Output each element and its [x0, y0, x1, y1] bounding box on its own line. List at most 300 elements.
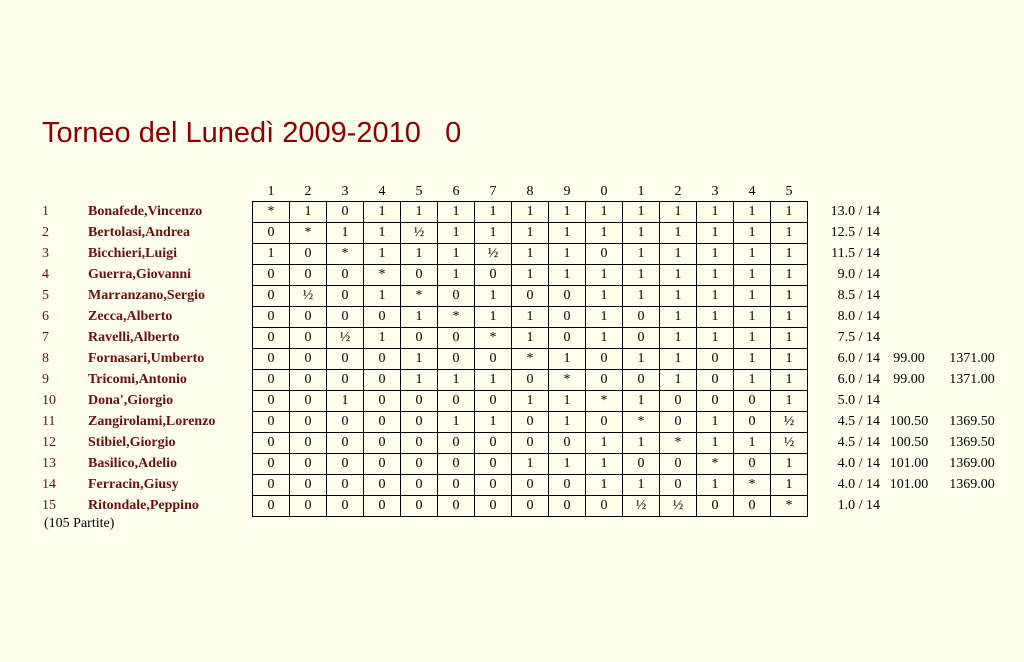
result-cell: 1: [364, 328, 401, 349]
rank-cell: 10: [42, 393, 56, 408]
result-cell: 1: [438, 244, 475, 265]
result-cell: 1: [660, 223, 697, 244]
result-cell: 1: [549, 202, 586, 223]
player-name-cell: Fornasari,Umberto: [88, 351, 205, 366]
tiebreak2-cell: [938, 202, 1006, 223]
table-row: [42, 244, 1006, 265]
header-spacer: [42, 182, 88, 202]
result-cell: 1: [771, 391, 808, 412]
table-row: [42, 496, 1006, 517]
result-cell: 1: [734, 307, 771, 328]
result-cell: 0: [549, 496, 586, 517]
column-header-cell: 5: [415, 183, 423, 199]
column-header-cell: 1: [637, 183, 645, 199]
result-cell: 1: [697, 244, 734, 265]
result-cell: 0: [660, 454, 697, 475]
result-cell: 1: [697, 223, 734, 244]
result-cell: 0: [253, 496, 290, 517]
result-cell: 1: [734, 370, 771, 391]
result-cell: 0: [438, 454, 475, 475]
result-cell: 1: [475, 307, 512, 328]
result-cell: 0: [438, 328, 475, 349]
result-cell: 1: [401, 244, 438, 265]
score-cell: 11.5 / 14: [831, 246, 880, 261]
result-cell: 0: [586, 496, 623, 517]
tiebreak1-cell: 101.00: [889, 477, 929, 492]
score-cell: 5.0 / 14: [837, 393, 880, 408]
result-cell: 0: [327, 433, 364, 454]
result-cell: 0: [623, 454, 660, 475]
result-cell: 0: [512, 370, 549, 391]
result-cell: 1: [586, 454, 623, 475]
result-cell: *: [475, 328, 512, 349]
result-cell: 1: [438, 412, 475, 433]
result-cell: 1: [475, 286, 512, 307]
player-name-cell: Marranzano,Sergio: [88, 288, 206, 303]
score-cell: 6.0 / 14: [837, 372, 880, 387]
result-cell: 1: [771, 202, 808, 223]
result-cell: 0: [401, 475, 438, 496]
tiebreak1-cell: 99.00: [893, 351, 925, 366]
result-cell: 0: [438, 496, 475, 517]
result-cell: 1: [734, 223, 771, 244]
tiebreak2-cell: [938, 496, 1006, 517]
result-cell: 0: [401, 412, 438, 433]
result-cell: *: [290, 223, 327, 244]
score-cell: 12.5 / 14: [830, 225, 880, 240]
result-cell: 1: [512, 223, 549, 244]
result-cell: 0: [290, 412, 327, 433]
result-cell: 0: [586, 244, 623, 265]
result-cell: 0: [549, 328, 586, 349]
tiebreak2-cell: [938, 223, 1006, 244]
tiebreak1-cell: 99.00: [893, 372, 925, 387]
result-cell: 1: [512, 391, 549, 412]
result-cell: 0: [253, 265, 290, 286]
result-cell: 0: [475, 454, 512, 475]
player-name-cell: Ritondale,Peppino: [88, 498, 199, 513]
result-cell: 0: [364, 391, 401, 412]
result-cell: 0: [253, 454, 290, 475]
result-cell: 0: [401, 433, 438, 454]
result-cell: 1: [512, 265, 549, 286]
player-name-cell: Stibiel,Giorgio: [88, 435, 176, 450]
result-cell: 0: [364, 475, 401, 496]
table-row: [42, 223, 1006, 244]
crosstable-rows: [42, 202, 1006, 517]
result-cell: 1: [771, 286, 808, 307]
result-cell: 0: [327, 286, 364, 307]
player-name-cell: Guerra,Giovanni: [88, 267, 192, 282]
result-cell: 0: [697, 349, 734, 370]
result-cell: 0: [290, 391, 327, 412]
result-cell: 0: [475, 349, 512, 370]
result-cell: 0: [290, 475, 327, 496]
player-name-cell: Tricomi,Antonio: [88, 372, 187, 387]
result-cell: 0: [290, 454, 327, 475]
result-cell: 1: [586, 265, 623, 286]
result-cell: 0: [623, 307, 660, 328]
column-header-cell: 7: [489, 183, 497, 199]
result-cell: 0: [253, 286, 290, 307]
result-cell: 0: [438, 286, 475, 307]
column-header-cell: 3: [711, 183, 719, 199]
column-header-cell: 1: [267, 183, 275, 199]
result-cell: 1: [290, 202, 327, 223]
result-cell: 0: [253, 433, 290, 454]
table-row: [42, 349, 1006, 370]
tiebreak2-cell: [938, 307, 1006, 328]
tiebreak1-cell: 100.50: [889, 414, 929, 429]
rank-cell: 8: [42, 351, 49, 366]
result-cell: *: [586, 391, 623, 412]
result-cell: 1: [660, 349, 697, 370]
result-cell: 1: [623, 391, 660, 412]
result-cell: 0: [327, 475, 364, 496]
player-name-cell: Dona',Giorgio: [88, 393, 174, 408]
rank-cell: 12: [42, 435, 56, 450]
rank-cell: 5: [42, 288, 49, 303]
result-cell: 0: [475, 391, 512, 412]
result-cell: 1: [586, 223, 623, 244]
result-cell: 1: [623, 349, 660, 370]
result-cell: 0: [697, 370, 734, 391]
result-cell: 0: [586, 412, 623, 433]
result-cell: 0: [364, 412, 401, 433]
result-cell: 0: [660, 475, 697, 496]
rank-cell: 15: [42, 498, 56, 513]
player-name-cell: Ferracin,Giusy: [88, 477, 179, 492]
score-cell: 13.0 / 14: [830, 204, 880, 219]
result-cell: 0: [512, 412, 549, 433]
result-cell: 0: [364, 307, 401, 328]
tiebreak2-cell: 1369.50: [949, 414, 995, 429]
result-cell: 1: [586, 328, 623, 349]
result-cell: 1: [438, 265, 475, 286]
result-cell: 1: [549, 349, 586, 370]
tiebreak1-cell: [880, 496, 938, 517]
result-cell: 1: [734, 328, 771, 349]
result-cell: 1: [771, 370, 808, 391]
result-cell: 0: [697, 391, 734, 412]
result-cell: 1: [771, 223, 808, 244]
result-cell: 0: [290, 370, 327, 391]
result-cell: 0: [512, 286, 549, 307]
tiebreak1-cell: 101.00: [889, 456, 929, 471]
result-cell: 1: [771, 265, 808, 286]
result-cell: 1: [734, 244, 771, 265]
result-cell: ½: [771, 412, 808, 433]
tiebreak2-cell: [938, 265, 1006, 286]
tiebreak1-cell: [880, 307, 938, 328]
result-cell: 0: [364, 496, 401, 517]
result-cell: 1: [512, 328, 549, 349]
header-spacer: [808, 182, 881, 202]
column-header-cell: 5: [785, 183, 793, 199]
result-cell: 1: [771, 475, 808, 496]
tiebreak1-cell: [880, 286, 938, 307]
score-cell: 8.0 / 14: [837, 309, 880, 324]
result-cell: 0: [438, 349, 475, 370]
result-cell: 1: [697, 307, 734, 328]
result-cell: 1: [438, 223, 475, 244]
tiebreak2-cell: 1371.00: [949, 372, 995, 387]
header-spacer: [880, 182, 938, 202]
result-cell: 1: [771, 349, 808, 370]
result-cell: 1: [549, 265, 586, 286]
result-cell: 1: [771, 307, 808, 328]
score-cell: 7.5 / 14: [837, 330, 880, 345]
result-cell: 1: [475, 370, 512, 391]
tiebreak1-cell: [880, 328, 938, 349]
result-cell: 1: [660, 265, 697, 286]
result-cell: 1: [660, 307, 697, 328]
table-row: [42, 265, 1006, 286]
result-cell: 0: [327, 349, 364, 370]
score-cell: 4.0 / 14: [837, 477, 880, 492]
result-cell: 0: [253, 475, 290, 496]
result-cell: 1: [623, 265, 660, 286]
rank-cell: 9: [42, 372, 49, 387]
page-title: Torneo del Lunedì 2009-2010 0: [42, 117, 462, 149]
score-cell: 8.5 / 14: [837, 288, 880, 303]
result-cell: *: [549, 370, 586, 391]
result-cell: 1: [660, 286, 697, 307]
result-cell: 0: [364, 454, 401, 475]
result-cell: *: [734, 475, 771, 496]
column-header-cell: 4: [378, 183, 386, 199]
result-cell: 0: [475, 265, 512, 286]
result-cell: 1: [401, 349, 438, 370]
result-cell: 0: [253, 307, 290, 328]
result-cell: 0: [253, 391, 290, 412]
result-cell: 0: [401, 391, 438, 412]
result-cell: 0: [401, 454, 438, 475]
result-cell: 0: [586, 349, 623, 370]
tiebreak2-cell: 1369.50: [949, 435, 995, 450]
result-cell: 1: [364, 286, 401, 307]
result-cell: *: [438, 307, 475, 328]
result-cell: 0: [364, 370, 401, 391]
rank-cell: 14: [42, 477, 56, 492]
result-cell: 0: [253, 328, 290, 349]
result-cell: 0: [475, 475, 512, 496]
result-cell: 1: [734, 433, 771, 454]
result-cell: 1: [512, 307, 549, 328]
result-cell: 0: [253, 223, 290, 244]
tiebreak2-cell: 1369.00: [949, 456, 995, 471]
score-cell: 6.0 / 14: [837, 351, 880, 366]
score-cell: 4.5 / 14: [837, 435, 880, 450]
tiebreak1-cell: 100.50: [889, 435, 929, 450]
result-cell: 0: [327, 412, 364, 433]
result-cell: 1: [401, 370, 438, 391]
result-cell: 1: [623, 433, 660, 454]
result-cell: 1: [475, 412, 512, 433]
result-cell: 1: [734, 349, 771, 370]
result-cell: 1: [586, 202, 623, 223]
result-cell: 1: [586, 433, 623, 454]
player-name-cell: Bicchieri,Luigi: [88, 246, 178, 261]
column-header-cell: 2: [674, 183, 682, 199]
result-cell: 1: [771, 244, 808, 265]
result-cell: 0: [253, 370, 290, 391]
result-cell: 1: [660, 370, 697, 391]
result-cell: 0: [512, 433, 549, 454]
result-cell: 1: [697, 412, 734, 433]
rank-cell: 7: [42, 330, 49, 345]
result-cell: 1: [438, 370, 475, 391]
result-cell: 1: [623, 223, 660, 244]
result-cell: 1: [697, 286, 734, 307]
result-cell: ½: [623, 496, 660, 517]
result-cell: 1: [697, 265, 734, 286]
result-cell: 1: [364, 202, 401, 223]
result-cell: ½: [290, 286, 327, 307]
result-cell: *: [771, 496, 808, 517]
result-cell: 1: [475, 202, 512, 223]
table-row: [42, 433, 1006, 454]
result-cell: 0: [438, 391, 475, 412]
result-cell: 0: [290, 433, 327, 454]
result-cell: 1: [549, 223, 586, 244]
table-row: [42, 202, 1006, 223]
result-cell: *: [623, 412, 660, 433]
result-cell: 1: [327, 223, 364, 244]
result-cell: 1: [438, 202, 475, 223]
result-cell: 1: [734, 265, 771, 286]
score-cell: 1.0 / 14: [837, 498, 880, 513]
score-cell: 4.0 / 14: [837, 456, 880, 471]
rank-cell: 13: [42, 456, 56, 471]
column-header-cell: 4: [748, 183, 756, 199]
result-cell: *: [697, 454, 734, 475]
result-cell: 0: [253, 412, 290, 433]
result-cell: 0: [327, 307, 364, 328]
result-cell: 1: [623, 475, 660, 496]
result-cell: 0: [290, 349, 327, 370]
result-cell: 0: [660, 412, 697, 433]
result-cell: 1: [660, 202, 697, 223]
result-cell: *: [512, 349, 549, 370]
player-name-cell: Bertolasi,Andrea: [88, 225, 191, 240]
games-count: (105 Partite): [44, 516, 115, 531]
result-cell: 1: [660, 244, 697, 265]
table-row: [42, 307, 1006, 328]
result-cell: 0: [327, 202, 364, 223]
player-name-cell: Basilico,Adelio: [88, 456, 178, 471]
column-header-cell: 8: [526, 183, 534, 199]
result-cell: 1: [549, 412, 586, 433]
table-row: [42, 391, 1006, 412]
tiebreak1-cell: [880, 223, 938, 244]
result-cell: 1: [327, 391, 364, 412]
result-cell: 1: [401, 307, 438, 328]
header-spacer: [938, 182, 1006, 202]
tiebreak2-cell: 1371.00: [949, 351, 995, 366]
result-cell: 0: [438, 433, 475, 454]
result-cell: 0: [327, 265, 364, 286]
result-cell: 0: [290, 496, 327, 517]
rank-cell: 3: [42, 246, 49, 261]
rank-cell: 2: [42, 225, 49, 240]
result-cell: 0: [734, 454, 771, 475]
crosstable: [42, 182, 1007, 517]
result-cell: 1: [586, 307, 623, 328]
result-cell: 0: [512, 475, 549, 496]
column-header-cell: 6: [452, 183, 460, 199]
result-cell: 0: [290, 265, 327, 286]
result-cell: 0: [549, 433, 586, 454]
table-row: [42, 454, 1006, 475]
table-row: [42, 328, 1006, 349]
result-cell: 0: [623, 328, 660, 349]
result-cell: 0: [401, 496, 438, 517]
player-name-cell: Zangirolami,Lorenzo: [88, 414, 216, 429]
crosstable-head: [42, 182, 1006, 202]
result-cell: 1: [512, 454, 549, 475]
result-cell: 0: [549, 286, 586, 307]
result-cell: ½: [327, 328, 364, 349]
result-cell: 0: [697, 496, 734, 517]
result-cell: 1: [475, 223, 512, 244]
tiebreak1-cell: [880, 244, 938, 265]
result-cell: 1: [364, 244, 401, 265]
result-cell: 1: [623, 286, 660, 307]
tiebreak1-cell: [880, 391, 938, 412]
header-spacer: [88, 182, 253, 202]
result-cell: 0: [290, 244, 327, 265]
rank-cell: 1: [42, 204, 49, 219]
result-cell: 1: [734, 286, 771, 307]
result-cell: ½: [475, 244, 512, 265]
tiebreak2-cell: [938, 286, 1006, 307]
rank-cell: 11: [42, 414, 56, 429]
result-cell: 1: [549, 244, 586, 265]
rank-cell: 4: [42, 267, 49, 282]
result-cell: 1: [623, 202, 660, 223]
result-cell: 1: [771, 328, 808, 349]
player-name-cell: Ravelli,Alberto: [88, 330, 180, 345]
score-cell: 9.0 / 14: [837, 267, 880, 282]
player-name-cell: Zecca,Alberto: [88, 309, 173, 324]
result-cell: 1: [697, 433, 734, 454]
result-cell: 0: [438, 475, 475, 496]
result-cell: *: [401, 286, 438, 307]
result-cell: 1: [697, 202, 734, 223]
table-row: [42, 370, 1006, 391]
result-cell: 0: [364, 433, 401, 454]
table-row: [42, 412, 1006, 433]
result-cell: ½: [401, 223, 438, 244]
crosstable-header-row: [42, 182, 1006, 202]
tiebreak2-cell: [938, 391, 1006, 412]
column-header-cell: 2: [304, 183, 312, 199]
tiebreak1-cell: [880, 202, 938, 223]
result-cell: 1: [697, 475, 734, 496]
rank-cell: 6: [42, 309, 49, 324]
column-header-cell: 9: [563, 183, 571, 199]
result-cell: 1: [697, 328, 734, 349]
tiebreak2-cell: 1369.00: [949, 477, 995, 492]
result-cell: 0: [549, 475, 586, 496]
result-cell: *: [364, 265, 401, 286]
result-cell: 1: [586, 286, 623, 307]
result-cell: 0: [734, 391, 771, 412]
column-header-cell: 3: [341, 183, 349, 199]
score-cell: 4.5 / 14: [837, 414, 880, 429]
result-cell: 0: [734, 412, 771, 433]
